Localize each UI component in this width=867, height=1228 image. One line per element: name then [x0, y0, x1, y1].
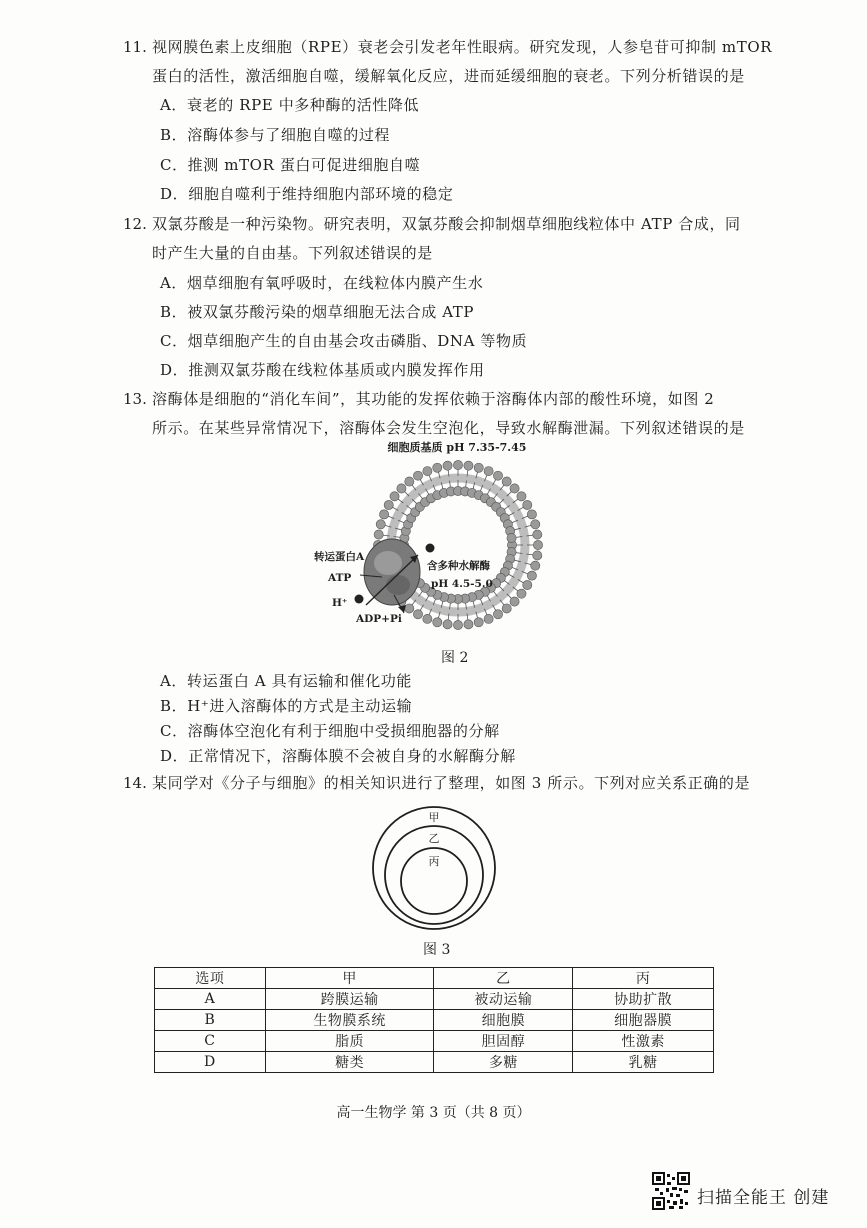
phospholipid-head [493, 471, 502, 480]
scanner-watermark: 扫描全能王 创建 [697, 1188, 830, 1208]
phospholipid-head [533, 530, 542, 539]
phospholipid-head [517, 492, 526, 501]
phospholipid-head [527, 571, 536, 580]
q13-option-b: B．H⁺进入溶酶体的方式是主动运输 [160, 697, 413, 715]
q12-option-c: C．烟草细胞产生的自由基会攻击磷脂、DNA 等物质 [160, 332, 528, 350]
q12-option-b: B．被双氯芬酸污染的烟草细胞无法合成 ATP [160, 303, 475, 321]
q13-option-a: A．转运蛋白 A 具有运输和催化功能 [160, 672, 413, 690]
transport-protein-label: 转运蛋白A [314, 551, 365, 563]
phospholipid-head [464, 461, 473, 470]
phospholipid-head [397, 484, 406, 493]
phospholipid-head [531, 561, 540, 570]
phospholipid-head [474, 463, 483, 472]
q11-option-a: A．衰老的 RPE 中多种酶的活性降低 [160, 96, 420, 114]
answer-table [154, 967, 714, 1073]
q13-stem-line2: 所示。在某些异常情况下，溶酶体会发生空泡化，导致水解酶泄漏。下列叙述错误的是 [152, 419, 745, 437]
label-jia: 甲 [428, 811, 440, 824]
table-cell: 糖类 [265, 1052, 434, 1073]
phospholipid-head [405, 604, 414, 613]
q14-stem-line1: 某同学对《分子与细胞》的相关知识进行了整理，如图 3 所示。下列对应关系正确的是 [152, 774, 751, 792]
table-cell: 生物膜系统 [265, 1010, 434, 1031]
phospholipid-head [376, 520, 385, 529]
proton-dot-outside [355, 595, 364, 604]
table-cell: D [155, 1052, 266, 1073]
phospholipid-head [413, 471, 422, 480]
q11-option-c: C．推测 mTOR 蛋白可促进细胞自噬 [160, 156, 421, 174]
adp-label: ADP+Pi [356, 613, 402, 625]
table-cell: 细胞器膜 [573, 1010, 714, 1031]
transport-protein-a [364, 539, 420, 605]
phospholipid-head [517, 589, 526, 598]
proton-dot-inside [426, 544, 435, 553]
q13-stem-line1: 溶酶体是细胞的“消化车间”，其功能的发挥依赖于溶酶体内部的酸性环境，如图 2 [152, 390, 715, 408]
phospholipid-head [510, 597, 519, 606]
phospholipid-head [484, 466, 493, 475]
phospholipid-head [390, 492, 399, 501]
table-cell: 脂质 [265, 1031, 434, 1052]
table-cell: B [155, 1010, 266, 1031]
phospholipid-head [453, 460, 462, 469]
phospholipid-head [507, 533, 516, 542]
phospholipid-head [413, 610, 422, 619]
phospholipid-head [533, 540, 542, 549]
cytoplasm-ph-label: 细胞质基质 pH 7.35-7.45 [387, 441, 527, 454]
phospholipid-head [493, 610, 502, 619]
q12-stem-line2: 时产生大量的自由基。下列叙述错误的是 [152, 244, 433, 262]
phospholipid-head [502, 477, 511, 486]
phospholipid-head [405, 477, 414, 486]
hydrolase-label: 含多种水解酶 [427, 560, 490, 572]
atp-label: ATP [328, 572, 352, 584]
q13-number: 13. [123, 390, 147, 408]
table-cell: C [155, 1031, 266, 1052]
table-cell: 细胞膜 [434, 1010, 573, 1031]
q14-number: 14. [123, 774, 147, 792]
header-option: 选项 [155, 968, 266, 989]
table-cell: 被动运输 [434, 989, 573, 1010]
label-bing: 丙 [428, 855, 440, 868]
phospholipid-head [384, 500, 393, 509]
table-row [155, 1031, 714, 1052]
q11-stem-line1: 视网膜色素上皮细胞（RPE）衰老会引发老年性眼病。研究发现，人参皂苷可抑制 mTOR [152, 38, 773, 56]
phospholipid-head [523, 580, 532, 589]
header-yi: 乙 [434, 968, 573, 989]
q11-stem-line2: 蛋白的活性，激活细胞自噬，缓解氧化反应，进而延缓细胞的衰老。下列分析错误的是 [152, 67, 745, 85]
phospholipid-head [533, 551, 542, 560]
q11-number: 11. [123, 38, 147, 56]
table-row [155, 1010, 714, 1031]
phospholipid-head [443, 620, 452, 629]
table-cell: 性激素 [573, 1031, 714, 1052]
table-header-row [155, 968, 714, 989]
header-bing: 丙 [573, 968, 714, 989]
q11-option-d: D．细胞自噬利于维持细胞内部环境的稳定 [160, 185, 454, 203]
table-row [155, 1052, 714, 1073]
phospholipid-head [423, 466, 432, 475]
q12-option-d: D．推测双氯芬酸在线粒体基质或内膜发挥作用 [160, 361, 485, 379]
q13-option-c: C．溶酶体空泡化有利于细胞中受损细胞器的分解 [160, 722, 500, 740]
q12-option-a: A．烟草细胞有氧呼吸时，在线粒体内膜产生水 [160, 274, 484, 292]
table-row [155, 989, 714, 1010]
table-cell: 多糖 [434, 1052, 573, 1073]
phospholipid-head [423, 614, 432, 623]
phospholipid-head [502, 604, 511, 613]
table-cell: 协助扩散 [573, 989, 714, 1010]
nested-circles-diagram [370, 804, 500, 934]
phospholipid-head [379, 510, 388, 519]
phospholipid-head [453, 620, 462, 629]
q13-option-d: D．正常情况下，溶酶体膜不会被自身的水解酶分解 [160, 747, 516, 765]
proton-label: H⁺ [332, 597, 348, 609]
phospholipid-head [464, 620, 473, 629]
page-footer: 高一生物学 第 3 页（共 8 页） [336, 1105, 531, 1121]
q11-option-b: B．溶酶体参与了细胞自噬的过程 [160, 126, 391, 144]
q12-number: 12. [123, 215, 147, 233]
q12-stem-line1: 双氯芬酸是一种污染物。研究表明，双氯芬酸会抑制烟草细胞线粒体中 ATP 合成，同 [152, 215, 741, 233]
figure-3-caption: 图 3 [423, 942, 451, 958]
phospholipid-head [484, 614, 493, 623]
phospholipid-head [523, 500, 532, 509]
figure-2-caption: 图 2 [441, 650, 469, 666]
label-yi: 乙 [428, 832, 440, 845]
phospholipid-head [527, 510, 536, 519]
qr-code-icon [652, 1172, 690, 1210]
phospholipid-head [374, 530, 383, 539]
phospholipid-head [433, 463, 442, 472]
lysosome-ph-label: pH 4.5-5.0 [431, 578, 493, 590]
table-cell: 胆固醇 [434, 1031, 573, 1052]
table-cell: 乳糖 [573, 1052, 714, 1073]
table-cell: 跨膜运输 [265, 989, 434, 1010]
table-cell: A [155, 989, 266, 1010]
header-jia: 甲 [265, 968, 434, 989]
phospholipid-head [531, 520, 540, 529]
phospholipid-head [433, 618, 442, 627]
phospholipid-head [474, 618, 483, 627]
phospholipid-head [443, 461, 452, 470]
lysosome-diagram [300, 435, 570, 655]
phospholipid-head [510, 484, 519, 493]
